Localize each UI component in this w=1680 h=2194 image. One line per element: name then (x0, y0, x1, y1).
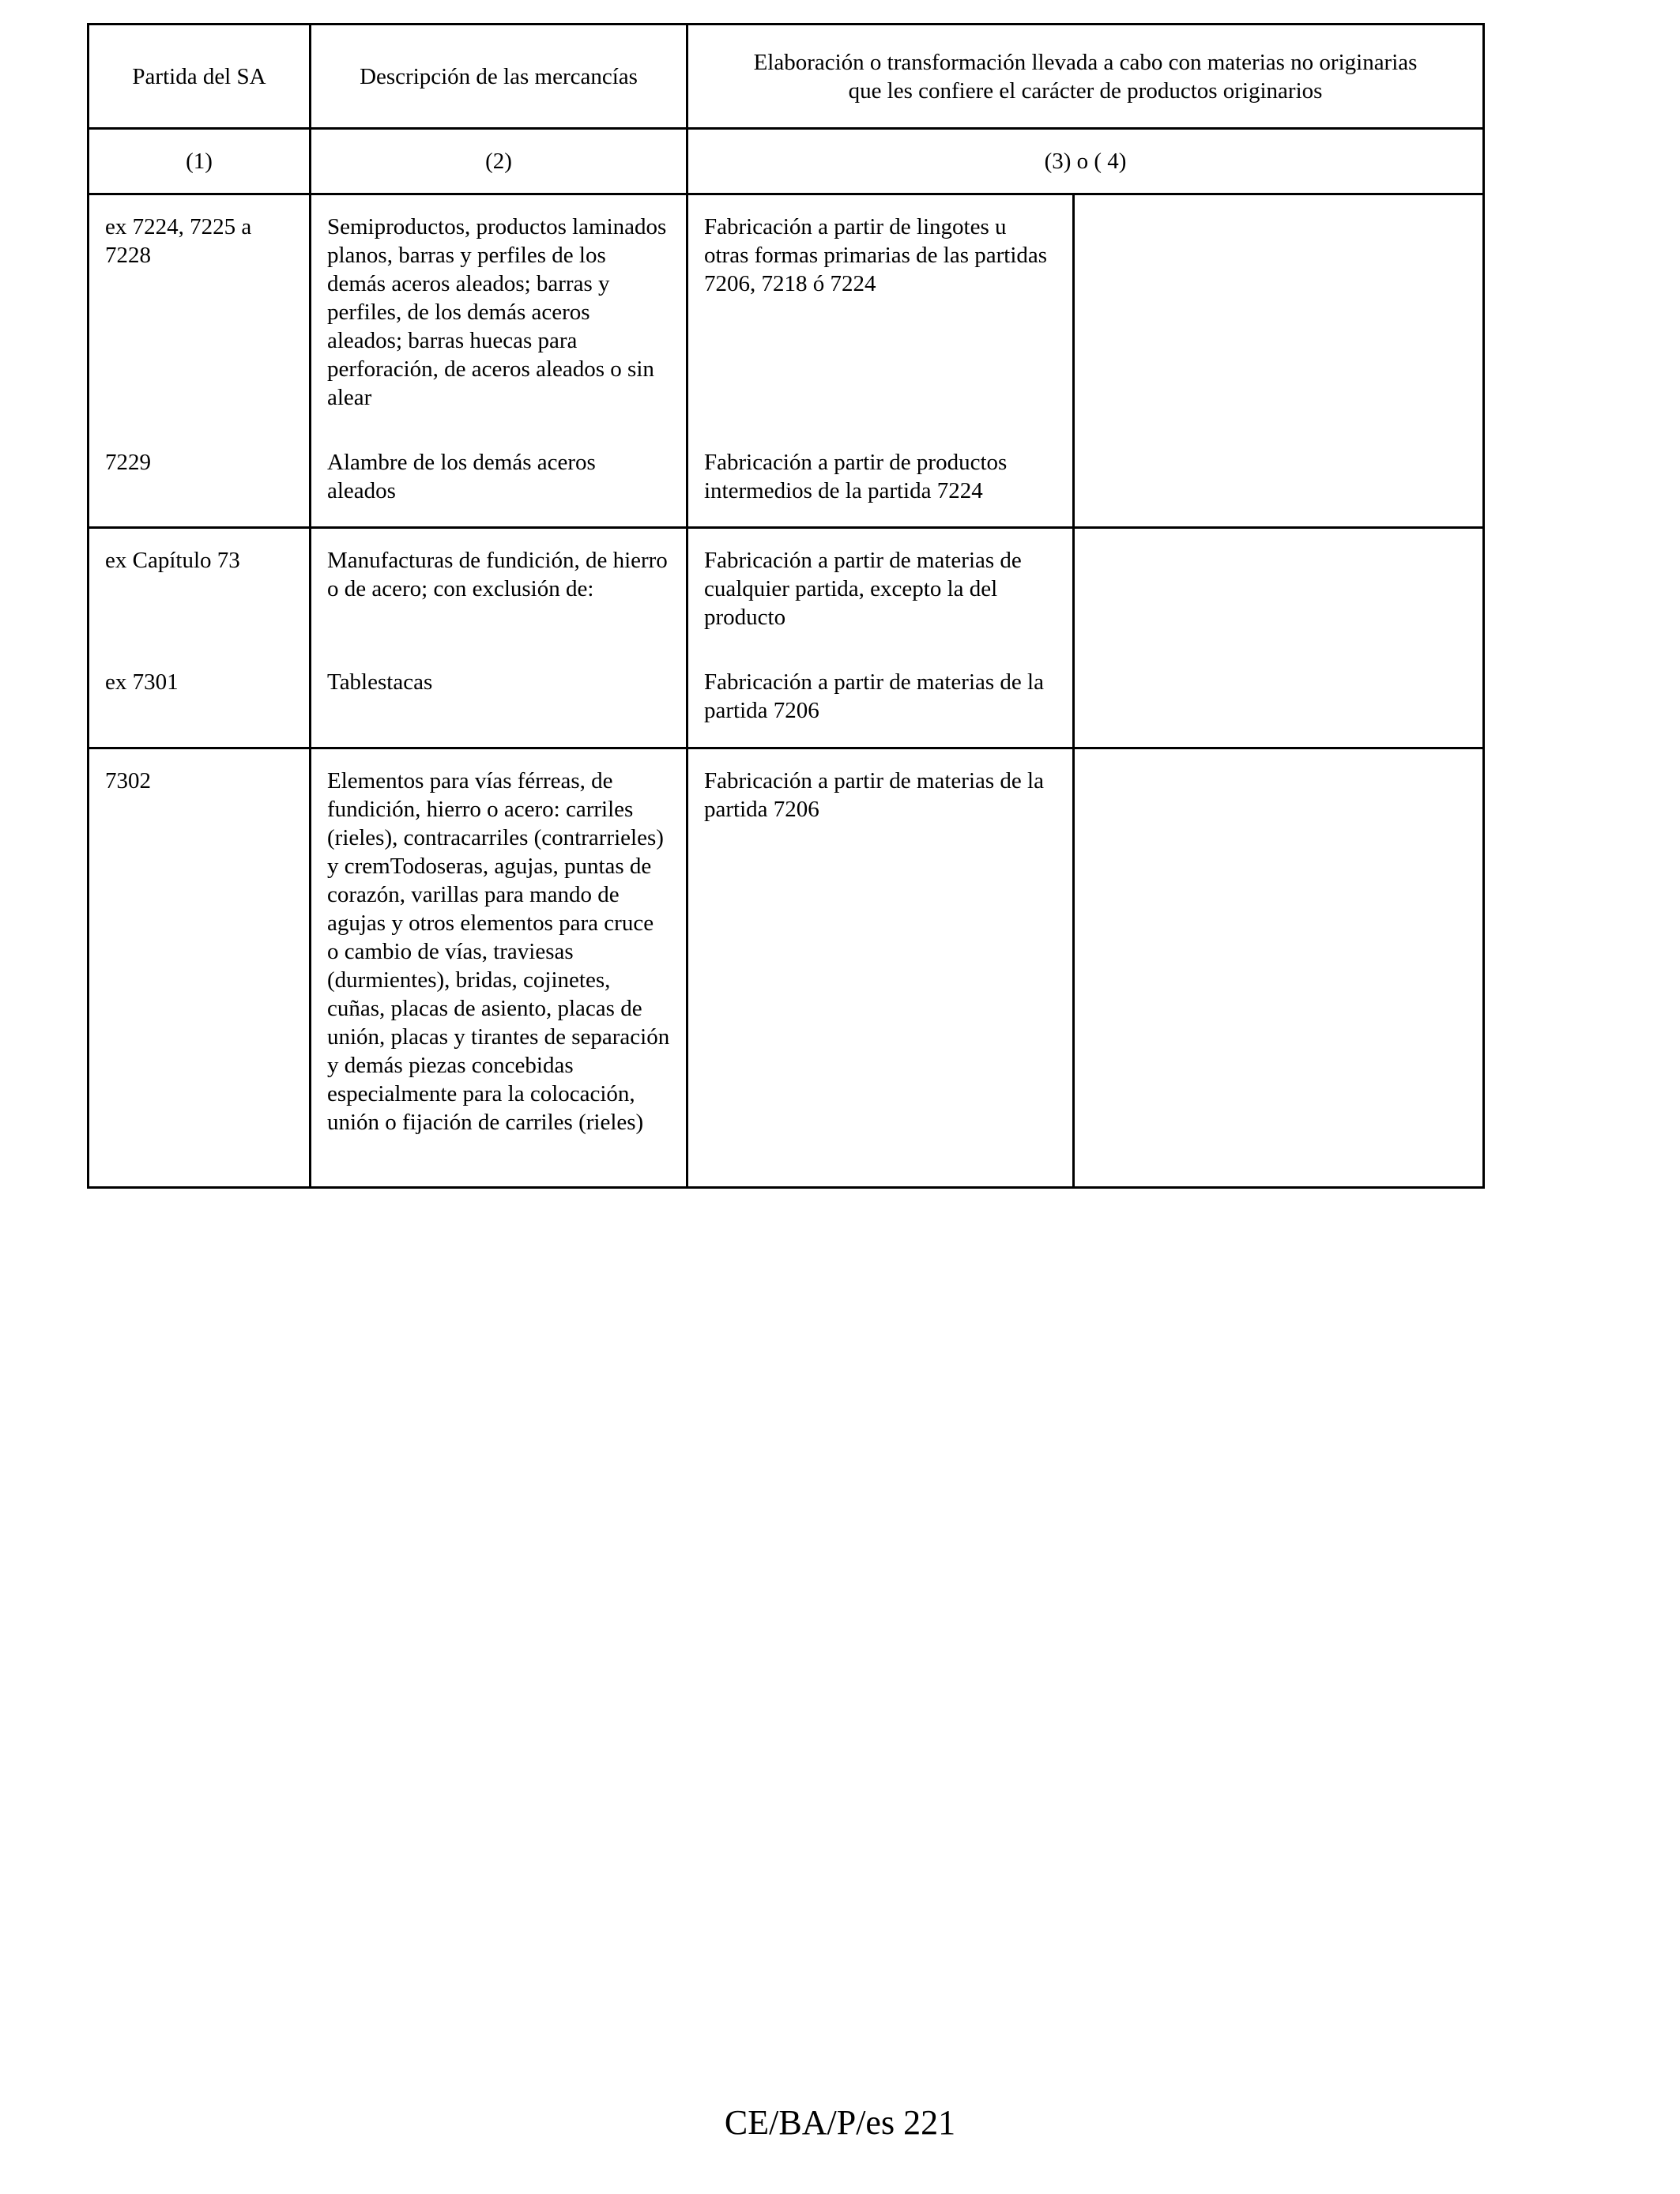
page-footer-reference: CE/BA/P/es 221 (724, 2103, 956, 2142)
hs-code: ex Capítulo 73 (105, 548, 240, 573)
description-cell (311, 748, 687, 1188)
column-number-2-text: (2) (485, 149, 512, 174)
rule-cell (687, 528, 1074, 748)
hs-code: 7302 (105, 768, 151, 794)
processing-rule: Fabricación a partir de productos intermedios de la partida 7224 (704, 450, 1008, 503)
hs-code: ex 7224, 7225 a 7228 (105, 214, 252, 268)
goods-description: Elementos para vías férreas, de fundición, hierro o acero: carriles (rieles), contracarriles (contrarrieles) y cremTodoseras, agujas, puntas de corazón, varillas para mando de agujas y otros elementos para cruce o cambio de vías, traviesas (durmientes), bridas, cojinetes, cuñas, placas de asiento, placas de unión, placas y tirantes de separación y demás piezas concebidas especialmente para la colocación, unión o fijación de carriles (rieles) (327, 768, 670, 1135)
rule-cell (687, 194, 1074, 528)
goods-description: Tablestacas (327, 669, 433, 695)
column-number-row (89, 129, 1484, 194)
rule-cell (687, 748, 1074, 1188)
table-row (89, 194, 1484, 528)
table-row (89, 528, 1484, 748)
header-working-processing-line1: Elaboración o transformación llevada a cabo con materias no originarias (753, 49, 1418, 75)
column-number-3-4 (687, 129, 1484, 194)
hs-code: 7229 (105, 450, 151, 475)
header-hs-heading-text: Partida del SA (132, 63, 266, 89)
goods-description: Manufacturas de fundición, de hierro o de acero; con exclusión de: (327, 548, 668, 601)
processing-rule: Fabricación a partir de materias de la partida 7206 (704, 669, 1044, 723)
alternative-rule-cell (1074, 748, 1484, 1188)
column-number-1 (89, 129, 311, 194)
alternative-rule-cell (1074, 528, 1484, 748)
header-working-processing (687, 25, 1484, 129)
header-hs-heading (89, 25, 311, 129)
description-cell (311, 528, 687, 748)
goods-description: Semiproductos, productos laminados planos, barras y perfiles de los demás aceros aleados; barras y perfiles, de los demás aceros aleados; barras huecas para perforación, de aceros aleados o sin alear (327, 214, 667, 410)
hs-code: ex 7301 (105, 669, 179, 695)
goods-description: Alambre de los demás aceros aleados (327, 450, 596, 503)
column-number-1-text: (1) (186, 149, 213, 174)
column-number-2 (311, 129, 687, 194)
header-goods-description-text: Descripción de las mercancías (360, 63, 638, 89)
table-row (89, 748, 1484, 1188)
header-working-processing-line2: que les confiere el carácter de productos originarios (848, 77, 1323, 104)
table-header-row (89, 25, 1484, 129)
hs-code-cell (89, 194, 311, 528)
processing-rule: Fabricación a partir de lingotes u otras formas primarias de las partidas 7206, 7218 ó 7224 (704, 214, 1048, 296)
column-number-3-4-text: (3) o ( 4) (1044, 149, 1127, 174)
alternative-rule-cell (1074, 194, 1484, 528)
header-goods-description (311, 25, 687, 129)
processing-rule: Fabricación a partir de materias de cualquier partida, excepto la del producto (704, 548, 1022, 630)
description-cell (311, 194, 687, 528)
processing-rule: Fabricación a partir de materias de la partida 7206 (704, 768, 1044, 822)
origin-rules-table (87, 23, 1485, 1189)
hs-code-cell (89, 528, 311, 748)
hs-code-cell (89, 748, 311, 1188)
